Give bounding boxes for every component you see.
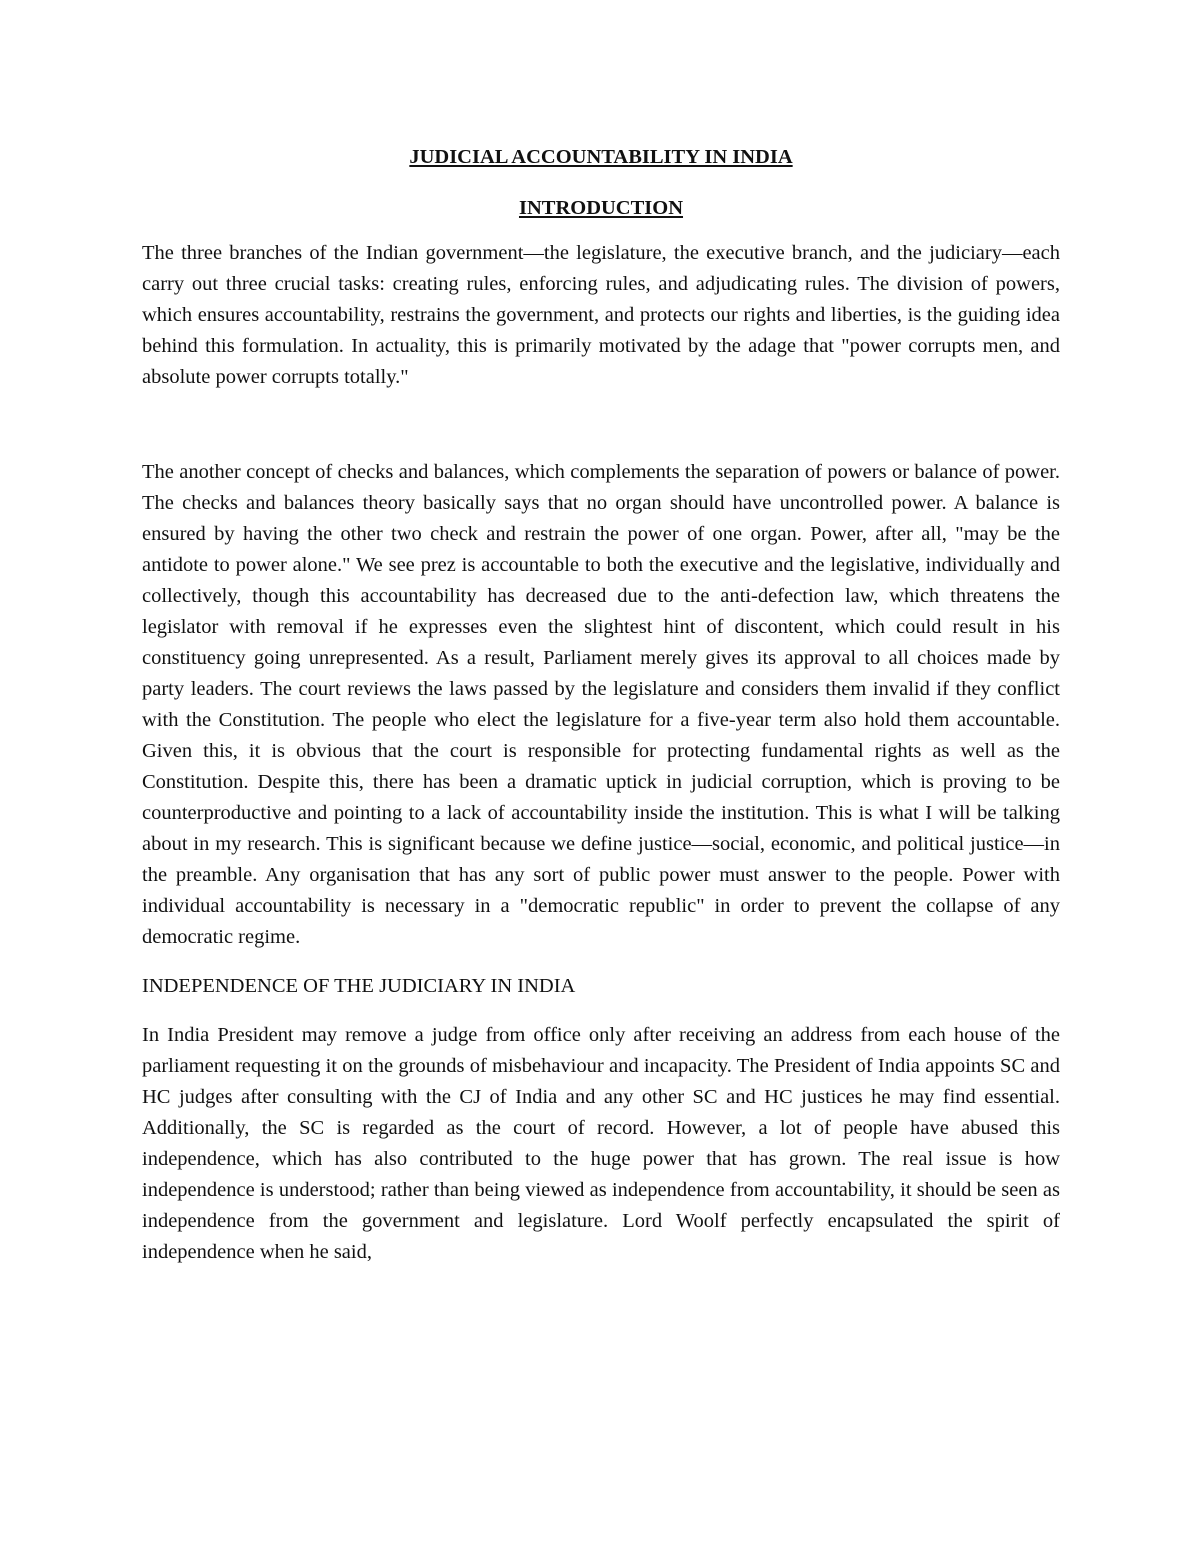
independence-paragraph: In India President may remove a judge from office only after receiving an address from each house of the parliament requesting it on the grounds of misbehaviour and incapacity. The President of India appoints SC and HC judges after consulting with the CJ of India and any other SC and HC justices he may find essential. Additionally, the SC is regarded as the court of record. However, a lot of people have abused this independence, which has also contributed to the huge power that has grown. The real issue is how independence is understood; rather than being viewed as independence from accountability, it should be seen as independence from the government and legislature. Lord Woolf perfectly encapsulated the spirit of independence when he said, <box>142 1024 1060 1263</box>
introduction-paragraph-1: The three branches of the Indian government—the legislature, the executive branch, and the judiciary—each carry out three crucial tasks: creating rules, enforcing rules, and adjudicating rules. The division of powers, which ensures accountability, restrains the government, and protects our rights and liberties, is the guiding idea behind this formulation. In actuality, this is primarily motivated by the adage that "power corrupts men, and absolute power corrupts totally." <box>142 242 1060 388</box>
independence-section-heading: INDEPENDENCE OF THE JUDICIARY IN INDIA <box>142 975 576 997</box>
introduction-heading: INTRODUCTION <box>518 197 684 219</box>
document-title: JUDICIAL ACCOUNTABILITY IN INDIA <box>409 146 793 168</box>
introduction-paragraph-2: The another concept of checks and balances, which complements the separation of powers or balance of power. The checks and balances theory basically says that no organ should have uncontrolled power. A balance is ensured by having the other two check and restrain the power of one organ. Power, after all, "may be the antidote to power alone." We see prez is accountable to both the executive and the legislative, individually and collectively, though this accountability has decreased due to the anti-defection law, which threatens the legislator with removal if he expresses even the slightest hint of discontent, which could result in his constituency going unrepresented. As a result, Parliament merely gives its approval to all choices made by party leaders. The court reviews the laws passed by the legislature and considers them invalid if they conflict with the Constitution. The people who elect the legislature for a five-year term also hold them accountable. Given this, it is obvious that the court is responsible for protecting fundamental rights as well as the Constitution. Despite this, there has been a dramatic uptick in judicial corruption, which is proving to be counterproductive and pointing to a lack of accountability inside the institution. This is what I will be talking about in my research. This is significant because we define justice—social, economic, and political justice—in the preamble. Any organisation that has any sort of public power must answer to the people. Power with individual accountability is necessary in a "democratic republic" in order to prevent the collapse of any democratic regime. <box>142 461 1060 948</box>
document-body <box>142 142 1060 1268</box>
